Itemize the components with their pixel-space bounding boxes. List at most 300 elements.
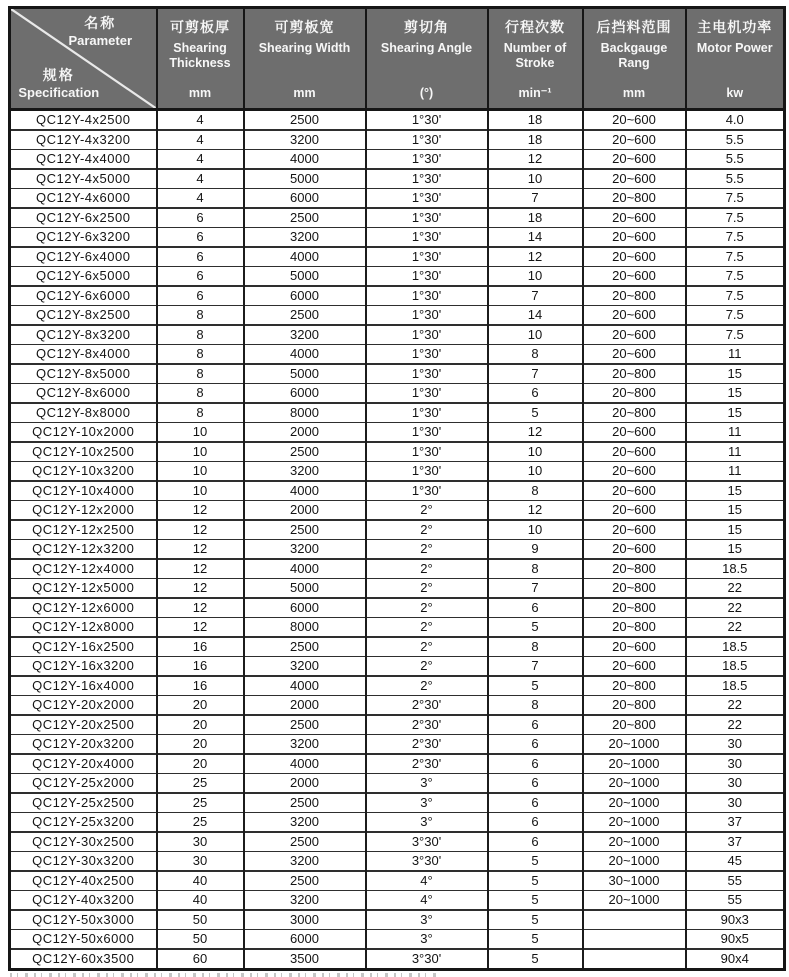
model-cell: QC12Y-10x2500 <box>10 442 157 462</box>
power-cell: 90x4 <box>686 949 785 970</box>
strokes-cell: 6 <box>488 832 583 852</box>
power-cell: 7.5 <box>686 286 785 306</box>
width-cell: 3200 <box>244 852 366 872</box>
col-angle-unit: (°) <box>419 86 434 100</box>
strokes-cell: 6 <box>488 735 583 755</box>
width-cell: 4000 <box>244 345 366 365</box>
thickness-cell: 8 <box>157 384 244 404</box>
angle-cell: 2° <box>366 637 488 657</box>
table-row <box>10 169 785 189</box>
angle-cell: 1°30' <box>366 169 488 189</box>
thickness-cell: 12 <box>157 559 244 579</box>
model-cell: QC12Y-16x3200 <box>10 657 157 677</box>
table-row <box>10 735 785 755</box>
thickness-cell: 6 <box>157 208 244 228</box>
power-cell: 7.5 <box>686 306 785 326</box>
angle-cell: 4° <box>366 891 488 911</box>
thickness-cell: 40 <box>157 871 244 891</box>
power-cell: 7.5 <box>686 208 785 228</box>
angle-cell: 2° <box>366 598 488 618</box>
thickness-cell: 60 <box>157 949 244 970</box>
power-cell: 30 <box>686 735 785 755</box>
thickness-cell: 4 <box>157 130 244 150</box>
strokes-cell: 5 <box>488 949 583 970</box>
power-cell: 5.5 <box>686 130 785 150</box>
thickness-cell: 40 <box>157 891 244 911</box>
spec-table <box>8 6 786 971</box>
column-header-backgauge-range <box>583 8 686 110</box>
angle-cell: 1°30' <box>366 286 488 306</box>
table-row <box>10 579 785 599</box>
power-cell: 18.5 <box>686 657 785 677</box>
backgauge-cell: 20~600 <box>583 169 686 189</box>
angle-cell: 2°30' <box>366 715 488 735</box>
angle-cell: 1°30' <box>366 423 488 443</box>
power-cell: 15 <box>686 520 785 540</box>
strokes-cell: 5 <box>488 676 583 696</box>
backgauge-cell: 20~800 <box>583 676 686 696</box>
thickness-cell: 10 <box>157 442 244 462</box>
angle-cell: 1°30' <box>366 384 488 404</box>
thickness-cell: 20 <box>157 696 244 716</box>
strokes-cell: 14 <box>488 228 583 248</box>
power-cell: 18.5 <box>686 676 785 696</box>
width-cell: 8000 <box>244 403 366 423</box>
table-row <box>10 657 785 677</box>
table-row <box>10 501 785 521</box>
backgauge-cell: 20~600 <box>583 657 686 677</box>
specification-label-cn: 规格 <box>42 67 75 84</box>
power-cell: 7.5 <box>686 247 785 267</box>
table-row <box>10 228 785 248</box>
strokes-cell: 12 <box>488 501 583 521</box>
table-row <box>10 267 785 287</box>
angle-cell: 1°30' <box>366 462 488 482</box>
thickness-cell: 16 <box>157 637 244 657</box>
strokes-cell: 18 <box>488 130 583 150</box>
model-cell: QC12Y-6x6000 <box>10 286 157 306</box>
power-cell: 7.5 <box>686 267 785 287</box>
angle-cell: 1°30' <box>366 228 488 248</box>
thickness-cell: 20 <box>157 754 244 774</box>
power-cell: 4.0 <box>686 110 785 131</box>
angle-cell: 2° <box>366 676 488 696</box>
table-row <box>10 325 785 345</box>
col-thickness-en: Shearing Thickness <box>169 41 231 70</box>
thickness-cell: 12 <box>157 520 244 540</box>
table-row <box>10 208 785 228</box>
table-row <box>10 364 785 384</box>
angle-cell: 1°30' <box>366 110 488 131</box>
table-row <box>10 481 785 501</box>
strokes-cell: 12 <box>488 150 583 170</box>
backgauge-cell: 20~800 <box>583 384 686 404</box>
table-row <box>10 559 785 579</box>
power-cell: 90x5 <box>686 930 785 950</box>
backgauge-cell: 20~600 <box>583 423 686 443</box>
power-cell: 5.5 <box>686 150 785 170</box>
strokes-cell: 10 <box>488 169 583 189</box>
col-width-en: Shearing Width <box>258 41 351 55</box>
angle-cell: 3°30' <box>366 949 488 970</box>
width-cell: 5000 <box>244 169 366 189</box>
col-thickness-unit: mm <box>188 86 212 100</box>
backgauge-cell: 20~600 <box>583 481 686 501</box>
model-cell: QC12Y-16x4000 <box>10 676 157 696</box>
model-cell: QC12Y-40x2500 <box>10 871 157 891</box>
header-row <box>10 8 785 110</box>
parameter-label-cn: 名称 <box>84 15 117 31</box>
thickness-cell: 8 <box>157 345 244 365</box>
backgauge-cell: 20~800 <box>583 189 686 209</box>
backgauge-cell: 20~1000 <box>583 832 686 852</box>
width-cell: 4000 <box>244 247 366 267</box>
table-row <box>10 715 785 735</box>
backgauge-cell: 20~800 <box>583 715 686 735</box>
table-row <box>10 110 785 131</box>
power-cell: 37 <box>686 813 785 833</box>
width-cell: 4000 <box>244 481 366 501</box>
col-power-cn: 主电机功率 <box>697 19 773 35</box>
power-cell: 22 <box>686 715 785 735</box>
model-cell: QC12Y-4x5000 <box>10 169 157 189</box>
model-cell: QC12Y-20x3200 <box>10 735 157 755</box>
width-cell: 5000 <box>244 364 366 384</box>
backgauge-cell: 20~1000 <box>583 852 686 872</box>
col-power-unit: kw <box>726 86 744 100</box>
strokes-cell: 10 <box>488 267 583 287</box>
width-cell: 6000 <box>244 930 366 950</box>
thickness-cell: 16 <box>157 657 244 677</box>
backgauge-cell: 20~600 <box>583 501 686 521</box>
backgauge-cell: 20~600 <box>583 247 686 267</box>
backgauge-cell: 20~1000 <box>583 813 686 833</box>
angle-cell: 2° <box>366 520 488 540</box>
thickness-cell: 12 <box>157 618 244 638</box>
model-cell: QC12Y-30x2500 <box>10 832 157 852</box>
width-cell: 3200 <box>244 813 366 833</box>
backgauge-cell: 20~800 <box>583 618 686 638</box>
strokes-cell: 6 <box>488 754 583 774</box>
width-cell: 2500 <box>244 715 366 735</box>
width-cell: 3500 <box>244 949 366 970</box>
strokes-cell: 6 <box>488 793 583 813</box>
table-row <box>10 384 785 404</box>
backgauge-cell: 20~800 <box>583 364 686 384</box>
table-row <box>10 598 785 618</box>
angle-cell: 1°30' <box>366 247 488 267</box>
backgauge-cell: 20~1000 <box>583 735 686 755</box>
power-cell: 11 <box>686 423 785 443</box>
strokes-cell: 5 <box>488 930 583 950</box>
table-row <box>10 676 785 696</box>
table-row <box>10 891 785 911</box>
model-cell: QC12Y-8x2500 <box>10 306 157 326</box>
column-header-shearing-thickness <box>157 8 244 110</box>
angle-cell: 2° <box>366 501 488 521</box>
table-row <box>10 930 785 950</box>
thickness-cell: 25 <box>157 793 244 813</box>
power-cell: 15 <box>686 364 785 384</box>
strokes-cell: 5 <box>488 403 583 423</box>
model-cell: QC12Y-4x4000 <box>10 150 157 170</box>
thickness-cell: 6 <box>157 228 244 248</box>
model-cell: QC12Y-50x3000 <box>10 910 157 930</box>
model-cell: QC12Y-12x5000 <box>10 579 157 599</box>
table-row <box>10 793 785 813</box>
model-cell: QC12Y-12x2500 <box>10 520 157 540</box>
col-thickness-cn: 可剪板厚 <box>170 19 230 35</box>
strokes-cell: 10 <box>488 520 583 540</box>
strokes-cell: 5 <box>488 910 583 930</box>
strokes-cell: 12 <box>488 247 583 267</box>
backgauge-cell: 20~800 <box>583 598 686 618</box>
power-cell: 11 <box>686 345 785 365</box>
strokes-cell: 18 <box>488 208 583 228</box>
power-cell: 15 <box>686 403 785 423</box>
power-cell: 37 <box>686 832 785 852</box>
col-width-unit: mm <box>293 86 316 100</box>
angle-cell: 1°30' <box>366 442 488 462</box>
thickness-cell: 12 <box>157 598 244 618</box>
power-cell: 15 <box>686 481 785 501</box>
strokes-cell: 10 <box>488 325 583 345</box>
strokes-cell: 7 <box>488 579 583 599</box>
table-row <box>10 871 785 891</box>
col-strokes-unit: min⁻¹ <box>518 86 552 100</box>
strokes-cell: 8 <box>488 481 583 501</box>
backgauge-cell: 20~800 <box>583 696 686 716</box>
angle-cell: 1°30' <box>366 364 488 384</box>
table-row <box>10 306 785 326</box>
strokes-cell: 6 <box>488 774 583 794</box>
table-row <box>10 910 785 930</box>
table-row <box>10 696 785 716</box>
strokes-cell: 9 <box>488 540 583 560</box>
power-cell: 22 <box>686 696 785 716</box>
thickness-cell: 25 <box>157 774 244 794</box>
strokes-cell: 7 <box>488 189 583 209</box>
strokes-cell: 6 <box>488 813 583 833</box>
model-cell: QC12Y-12x8000 <box>10 618 157 638</box>
strokes-cell: 6 <box>488 384 583 404</box>
power-cell: 7.5 <box>686 325 785 345</box>
angle-cell: 1°30' <box>366 208 488 228</box>
angle-cell: 1°30' <box>366 267 488 287</box>
angle-cell: 3° <box>366 813 488 833</box>
col-strokes-en: Number of Stroke <box>503 41 567 70</box>
power-cell: 18.5 <box>686 637 785 657</box>
angle-cell: 1°30' <box>366 150 488 170</box>
width-cell: 8000 <box>244 618 366 638</box>
strokes-cell: 8 <box>488 345 583 365</box>
model-cell: QC12Y-25x3200 <box>10 813 157 833</box>
power-cell: 30 <box>686 793 785 813</box>
angle-cell: 1°30' <box>366 189 488 209</box>
width-cell: 2500 <box>244 832 366 852</box>
width-cell: 2000 <box>244 774 366 794</box>
table-row <box>10 442 785 462</box>
col-angle-cn: 剪切角 <box>404 19 449 35</box>
backgauge-cell: 20~1000 <box>583 891 686 911</box>
angle-cell: 3°30' <box>366 852 488 872</box>
backgauge-cell: 20~1000 <box>583 793 686 813</box>
angle-cell: 1°30' <box>366 130 488 150</box>
backgauge-cell: 20~600 <box>583 637 686 657</box>
strokes-cell: 6 <box>488 598 583 618</box>
model-cell: QC12Y-20x2500 <box>10 715 157 735</box>
width-cell: 3200 <box>244 462 366 482</box>
thickness-cell: 12 <box>157 501 244 521</box>
width-cell: 2500 <box>244 520 366 540</box>
table-row <box>10 130 785 150</box>
backgauge-cell: 20~600 <box>583 520 686 540</box>
thickness-cell: 20 <box>157 735 244 755</box>
column-header-number-of-stroke <box>488 8 583 110</box>
table-row <box>10 754 785 774</box>
thickness-cell: 30 <box>157 832 244 852</box>
backgauge-cell: 30~1000 <box>583 871 686 891</box>
thickness-cell: 20 <box>157 715 244 735</box>
table-row <box>10 189 785 209</box>
width-cell: 3200 <box>244 130 366 150</box>
width-cell: 2500 <box>244 208 366 228</box>
strokes-cell: 5 <box>488 618 583 638</box>
backgauge-cell: 20~600 <box>583 462 686 482</box>
thickness-cell: 8 <box>157 325 244 345</box>
model-cell: QC12Y-20x4000 <box>10 754 157 774</box>
table-row <box>10 832 785 852</box>
width-cell: 2000 <box>244 423 366 443</box>
power-cell: 15 <box>686 384 785 404</box>
power-cell: 7.5 <box>686 228 785 248</box>
model-cell: QC12Y-10x3200 <box>10 462 157 482</box>
width-cell: 4000 <box>244 559 366 579</box>
angle-cell: 2° <box>366 559 488 579</box>
angle-cell: 4° <box>366 871 488 891</box>
model-cell: QC12Y-6x3200 <box>10 228 157 248</box>
backgauge-cell: 20~600 <box>583 150 686 170</box>
width-cell: 2500 <box>244 442 366 462</box>
specification-label-en: Specification <box>18 84 100 100</box>
corner-parameter-label <box>50 15 151 49</box>
corner-header-cell <box>10 8 157 110</box>
model-cell: QC12Y-16x2500 <box>10 637 157 657</box>
power-cell: 11 <box>686 442 785 462</box>
backgauge-cell: 20~800 <box>583 403 686 423</box>
thickness-cell: 12 <box>157 540 244 560</box>
thickness-cell: 8 <box>157 403 244 423</box>
model-cell: QC12Y-60x3500 <box>10 949 157 970</box>
angle-cell: 1°30' <box>366 306 488 326</box>
angle-cell: 2°30' <box>366 754 488 774</box>
strokes-cell: 10 <box>488 462 583 482</box>
thickness-cell: 25 <box>157 813 244 833</box>
model-cell: QC12Y-8x3200 <box>10 325 157 345</box>
width-cell: 2000 <box>244 696 366 716</box>
model-cell: QC12Y-4x2500 <box>10 110 157 131</box>
width-cell: 2500 <box>244 110 366 131</box>
angle-cell: 3°30' <box>366 832 488 852</box>
thickness-cell: 6 <box>157 286 244 306</box>
strokes-cell: 12 <box>488 423 583 443</box>
thickness-cell: 12 <box>157 579 244 599</box>
width-cell: 3200 <box>244 891 366 911</box>
table-body <box>10 110 785 970</box>
angle-cell: 2°30' <box>366 696 488 716</box>
strokes-cell: 5 <box>488 852 583 872</box>
table-row <box>10 813 785 833</box>
angle-cell: 2° <box>366 540 488 560</box>
backgauge-cell: 20~600 <box>583 325 686 345</box>
table-row <box>10 520 785 540</box>
strokes-cell: 14 <box>488 306 583 326</box>
power-cell: 30 <box>686 774 785 794</box>
angle-cell: 3° <box>366 930 488 950</box>
model-cell: QC12Y-40x3200 <box>10 891 157 911</box>
col-power-en: Motor Power <box>696 41 773 55</box>
thickness-cell: 4 <box>157 169 244 189</box>
strokes-cell: 5 <box>488 891 583 911</box>
model-cell: QC12Y-6x2500 <box>10 208 157 228</box>
column-header-shearing-width <box>244 8 366 110</box>
strokes-cell: 5 <box>488 871 583 891</box>
backgauge-cell: 20~600 <box>583 228 686 248</box>
model-cell: QC12Y-8x4000 <box>10 345 157 365</box>
col-backgauge-en: Backgauge Rang <box>600 41 668 70</box>
width-cell: 2500 <box>244 871 366 891</box>
strokes-cell: 8 <box>488 696 583 716</box>
col-strokes-cn: 行程次数 <box>505 19 565 35</box>
table-row <box>10 403 785 423</box>
angle-cell: 2°30' <box>366 735 488 755</box>
power-cell: 7.5 <box>686 189 785 209</box>
angle-cell: 1°30' <box>366 345 488 365</box>
backgauge-cell: 20~600 <box>583 267 686 287</box>
backgauge-cell: 20~800 <box>583 579 686 599</box>
width-cell: 3200 <box>244 735 366 755</box>
angle-cell: 3° <box>366 774 488 794</box>
thickness-cell: 8 <box>157 364 244 384</box>
strokes-cell: 10 <box>488 442 583 462</box>
width-cell: 3200 <box>244 325 366 345</box>
thickness-cell: 10 <box>157 462 244 482</box>
thickness-cell: 16 <box>157 676 244 696</box>
power-cell: 18.5 <box>686 559 785 579</box>
table-header <box>10 8 785 110</box>
thickness-cell: 4 <box>157 150 244 170</box>
model-cell: QC12Y-8x8000 <box>10 403 157 423</box>
thickness-cell: 50 <box>157 910 244 930</box>
model-cell: QC12Y-6x5000 <box>10 267 157 287</box>
thickness-cell: 10 <box>157 481 244 501</box>
model-cell: QC12Y-12x6000 <box>10 598 157 618</box>
angle-cell: 2° <box>366 657 488 677</box>
table-row <box>10 852 785 872</box>
width-cell: 5000 <box>244 579 366 599</box>
angle-cell: 1°30' <box>366 481 488 501</box>
strokes-cell: 6 <box>488 715 583 735</box>
column-header-shearing-angle <box>366 8 488 110</box>
backgauge-cell <box>583 930 686 950</box>
backgauge-cell: 20~600 <box>583 110 686 131</box>
width-cell: 6000 <box>244 598 366 618</box>
width-cell: 3200 <box>244 228 366 248</box>
model-cell: QC12Y-12x2000 <box>10 501 157 521</box>
col-width-cn: 可剪板宽 <box>274 19 335 35</box>
col-backgauge-cn: 后挡料范围 <box>596 19 672 35</box>
width-cell: 3200 <box>244 540 366 560</box>
